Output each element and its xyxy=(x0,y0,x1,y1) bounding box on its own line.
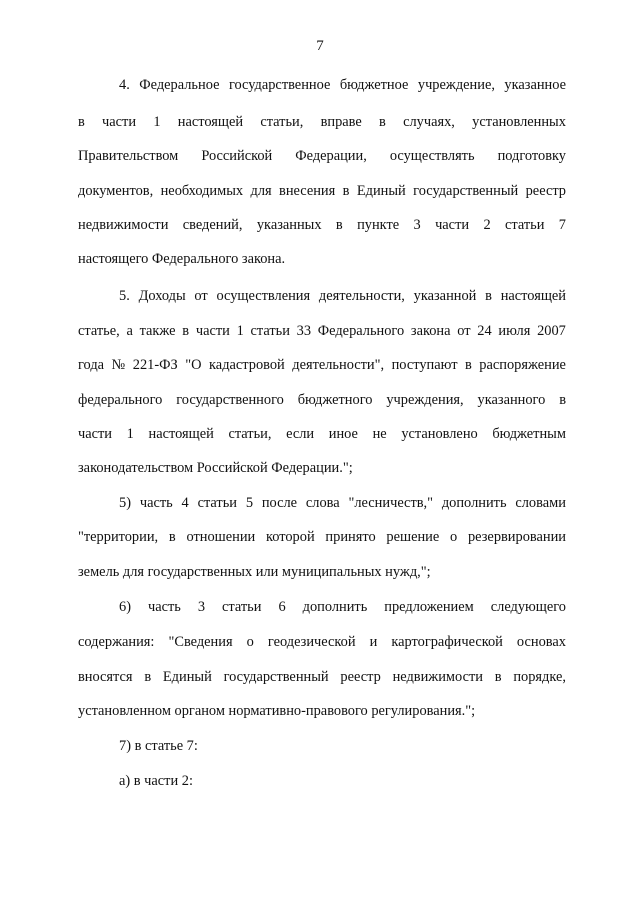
text-line: настоящего Федерального закона. xyxy=(78,251,286,267)
text-line: недвижимости сведений, указанных в пункте 3 части 2 статьи 7 xyxy=(78,217,566,233)
text-line: документов, необходимых для внесения в Единый государственный реестр xyxy=(78,183,566,199)
text-line: а) в части 2: xyxy=(119,773,193,789)
text-line: в части 1 настоящей статьи, вправе в случаях, установленных xyxy=(78,114,566,130)
text-line: 4. Федеральное государственное бюджетное учреждение, указанное xyxy=(119,77,566,93)
text-line: года № 221-ФЗ "О кадастровой деятельности", поступают в распоряжение xyxy=(78,357,566,373)
text-line: части 1 настоящей статьи, если иное не установлено бюджетным xyxy=(78,426,566,442)
text-line: федерального государственного бюджетного учреждения, указанного в xyxy=(78,392,566,408)
text-line: содержания: "Сведения о геодезической и картографической основах xyxy=(78,634,566,650)
text-line: 5) часть 4 статьи 5 после слова "лесничеств," дополнить словами xyxy=(119,495,566,511)
text-line: Правительством Российской Федерации, осуществлять подготовку xyxy=(78,148,566,164)
text-line: "территории, в отношении которой принято решение о резервировании xyxy=(78,529,566,545)
text-line: законодательством Российской Федерации."; xyxy=(78,460,353,476)
text-line: 7) в статье 7: xyxy=(119,738,198,754)
text-line: установленном органом нормативно-правового регулирования."; xyxy=(78,703,476,719)
text-line: земель для государственных или муниципальных нужд,"; xyxy=(78,564,431,580)
text-line: 5. Доходы от осуществления деятельности, указанной в настоящей xyxy=(119,288,566,304)
page-number: 7 xyxy=(316,38,324,54)
text-line: вносятся в Единый государственный реестр недвижимости в порядке, xyxy=(78,669,566,685)
text-line: 6) часть 3 статьи 6 дополнить предложением следующего xyxy=(119,599,566,615)
text-line: статье, а также в части 1 статьи 33 Федерального закона от 24 июля 2007 xyxy=(78,323,566,339)
